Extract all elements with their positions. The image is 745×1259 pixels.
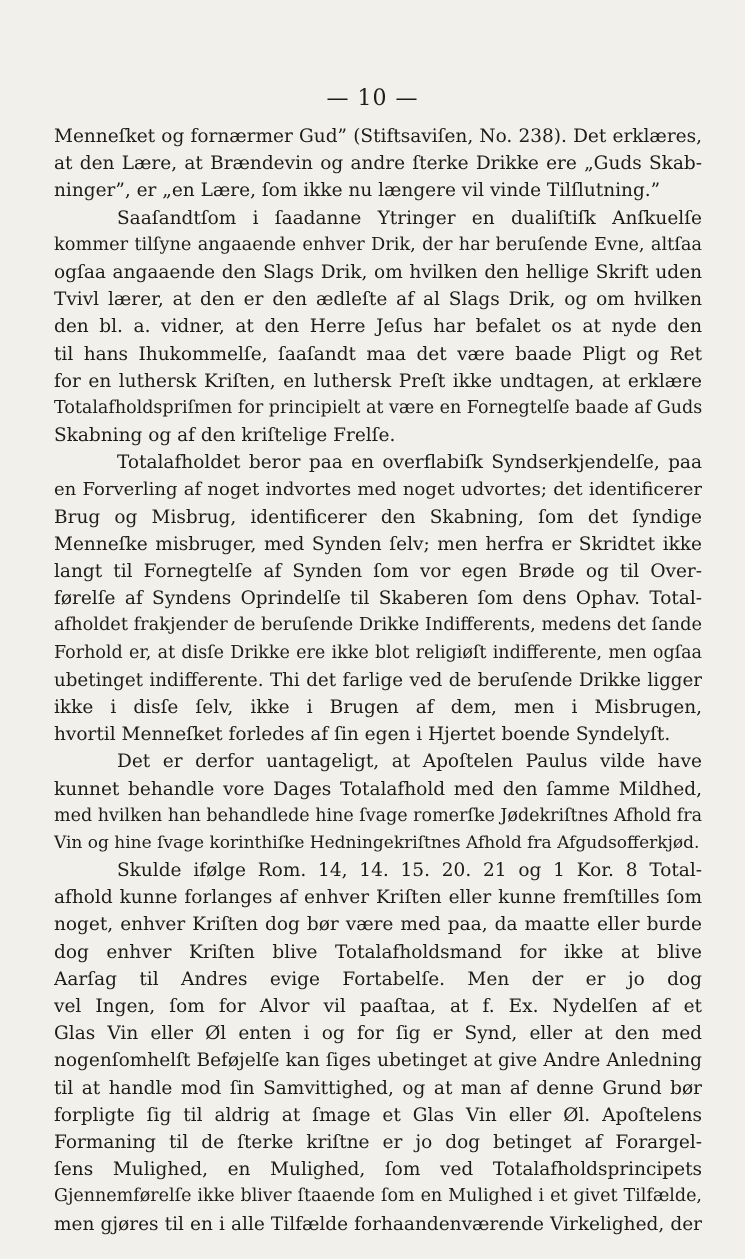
text-line: forpligte ſig til aldrig at ſmage et Glas Vin eller Øl. Apoſtelens <box>54 1104 702 1126</box>
text-line: Menneſket og fornærmer Gud” (Stiftsaviſen, No. 238). Det erklæres, <box>54 126 702 147</box>
text-line: ſens Mulighed, en Mulighed, ſom ved Totalafholdsprincipets <box>54 1159 702 1181</box>
text-line: en Forverling af noget indvortes med noget udvortes; det identificerer <box>54 479 702 501</box>
text-line: noget, enhver Kriſten dog bør være med paa, da maatte eller burde <box>54 914 702 936</box>
text-line: kommer tilſyne angaaende enhver Drik, der har beruſende Evne, altſaa <box>54 234 702 255</box>
text-line: Tvivl lærer, at den er den ædleſte af al Slags Drik, og om hvilken <box>54 289 702 311</box>
page-number: — 10 — <box>326 86 419 111</box>
text-line: førelſe af Syndens Oprindelſe til Skaberen ſom dens Ophav. Total- <box>54 588 702 610</box>
text-line: den bl. a. vidner, at den Herre Jeſus har befalet os at nyde den <box>54 316 702 338</box>
text-line: men gjøres til en i alle Tilfælde forhaandenværende Virkelighed, der <box>54 1213 702 1235</box>
text-line: nogenſomhelſt Beføjelſe kan ſiges ubetinget at give Andre Anledning <box>54 1050 702 1072</box>
text-line: med hvilken han behandlede hine ſvage romerſke Jødekriſtnes Afhold fra <box>54 805 702 826</box>
text-line: at den Lære, at Brændevin og andre ſterke Drikke ere „Guds Skab- <box>54 153 702 175</box>
text-line: Det er derfor uantageligt, at Apoſtelen Paulus vilde have <box>117 751 702 773</box>
text-line: ninger”, er „en Lære, ſom ikke nu længere vil vinde Tilſlutning.” <box>54 180 661 202</box>
text-line: Brug og Misbrug, identificerer den Skabning, ſom det ſyndige <box>54 506 702 528</box>
text-line: afholdet frakjender de beruſende Drikke Indifferents, medens det ſande <box>54 615 702 636</box>
text-line: til hans Ihukommelſe, ſaaſandt maa det være baade Pligt og Ret <box>54 343 702 365</box>
text-line: vel Ingen, ſom for Alvor vil paaſtaa, at f. Ex. Nydelſen af et <box>54 996 702 1017</box>
text-line: Skulde ifølge Rom. 14, 14. 15. 20. 21 og 1 Kor. 8 Total- <box>117 860 702 882</box>
text-line: Totalafholdet beror paa en overflabiſk Syndserkjendelſe, paa <box>117 452 702 474</box>
text-line: Glas Vin eller Øl enten i og for ſig er Synd, eller at den med <box>54 1023 702 1045</box>
text-line: hvortil Menneſket forledes af ſin egen i Hjertet boende Syndelyſt. <box>54 724 671 746</box>
text-line: Menneſke misbruger, med Synden ſelv; men herfra er Skridtet ikke <box>54 533 702 555</box>
text-line: Totalafholdspriſmen for principielt at være en Fornegtelſe baade af Guds <box>54 397 702 418</box>
text-line: til at handle mod ſin Samvittighed, og at man af denne Grund bør <box>54 1077 702 1099</box>
text-line: langt til Fornegtelſe af Synden ſom vor egen Brøde og til Over- <box>54 561 702 582</box>
text-line: Saaſandtſom i ſaadanne Ytringer en dualiſtiſk Anſkuelſe <box>117 207 702 229</box>
text-line: ubetinget indifferente. Thi det farlige ved de beruſende Drikke ligger <box>54 669 702 691</box>
text-line: dog enhver Kriſten blive Totalafholdsmand for ikke at blive <box>54 941 702 963</box>
text-line: for en luthersk Kriſten, en luthersk Preſt ikke undtagen, at erklære <box>54 370 702 392</box>
text-line: Vin og hine ſvage korinthiſke Hedningekriſtnes Afhold fra Afgudsofferkjød. <box>54 832 700 853</box>
text-line: afhold kunne forlanges af enhver Kriſten eller kunne fremſtilles ſom <box>54 887 702 909</box>
text-line: ogſaa angaaende den Slags Drik, om hvilken den hellige Skrift uden <box>54 261 702 283</box>
text-line: Skabning og af den kriſtelige Frelſe. <box>54 425 396 447</box>
text-line: Gjennemførelſe ikke bliver ſtaaende ſom en Mulighed i et givet Tilfælde, <box>54 1186 702 1207</box>
text-line: Forhold er, at disſe Drikke ere ikke blot religiøſt indifferente, men ogſaa <box>54 642 702 663</box>
text-line: kunnet behandle vore Dages Totalafhold med den ſamme Mildhed, <box>54 778 702 800</box>
text-line: ikke i disſe ſelv, ikke i Brugen af dem, men i Misbrugen, <box>54 696 702 718</box>
body-text <box>54 123 702 1238</box>
text-line: Formaning til de ſterke kriſtne er jo dog betinget af Forargel- <box>54 1131 702 1153</box>
text-line: Aarſag til Andres evige Fortabelſe. Men der er jo dog <box>54 968 702 990</box>
